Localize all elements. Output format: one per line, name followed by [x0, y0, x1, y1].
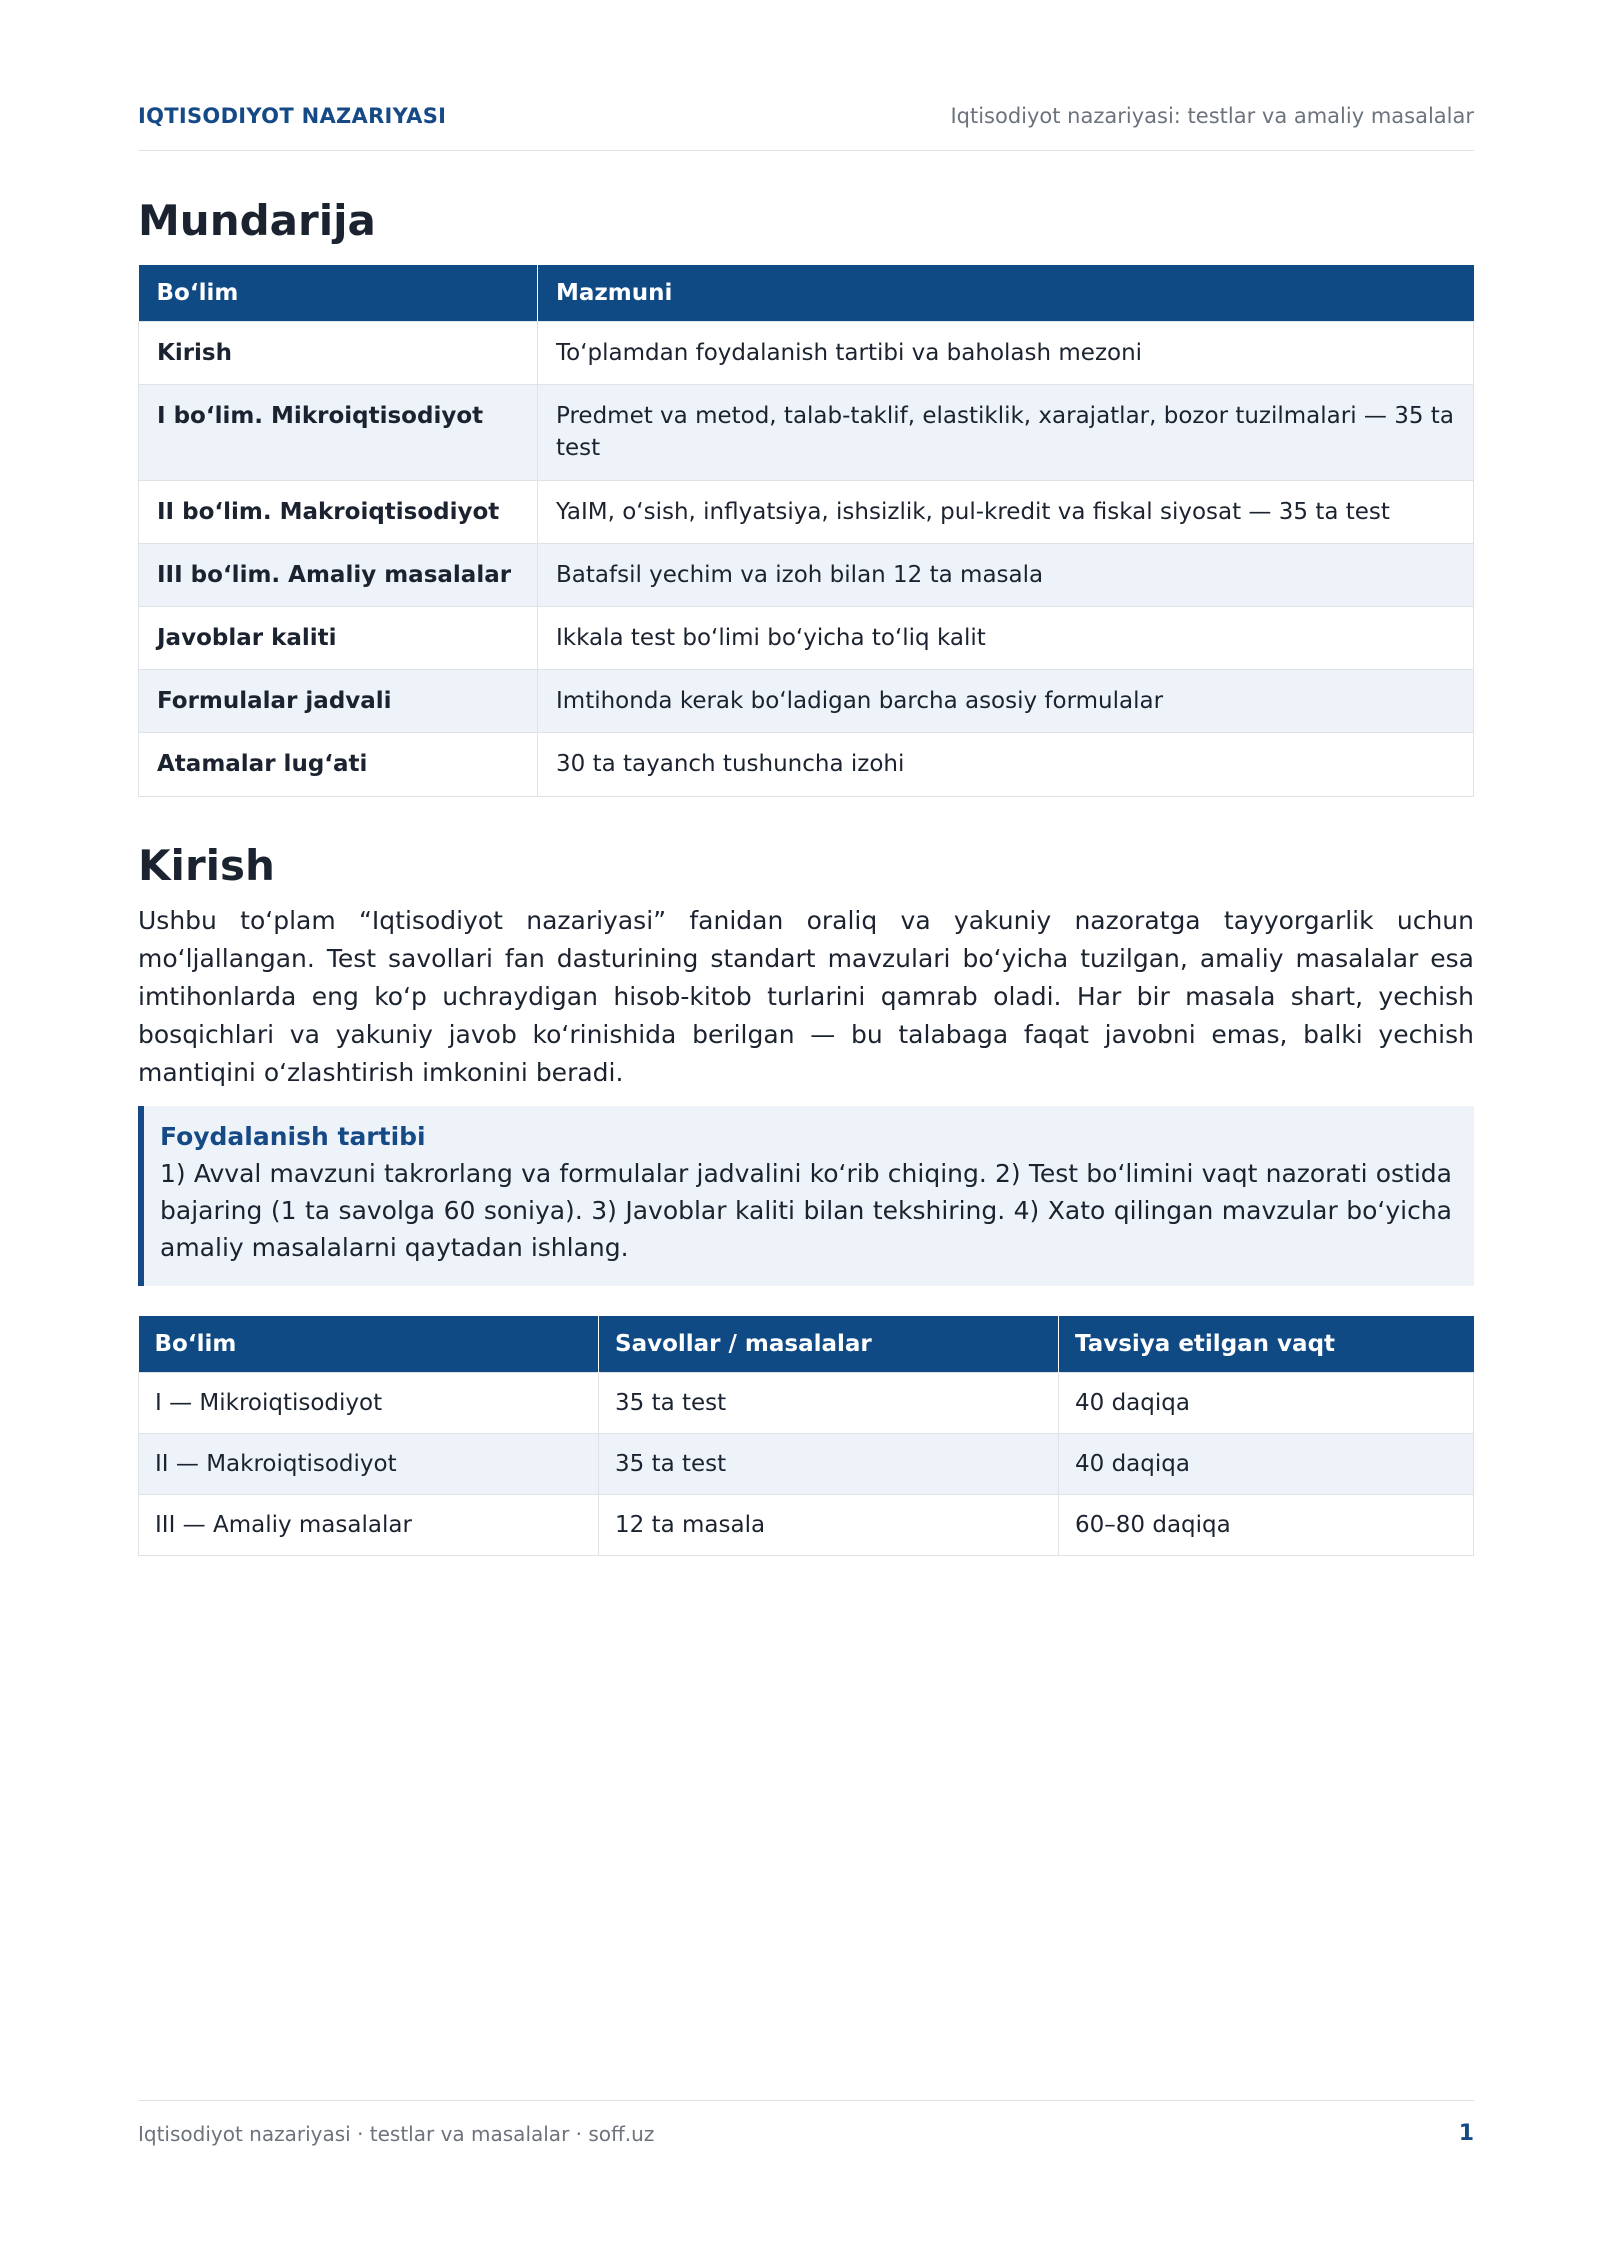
toc-header-row	[139, 265, 1474, 322]
plan-header-row	[139, 1316, 1474, 1373]
plan-count-cell: 35 ta test	[599, 1372, 1059, 1433]
plan-section-cell: III — Amaliy masalalar	[139, 1494, 599, 1555]
toc-content-cell: Imtihonda kerak bo‘ladigan barcha asosiy formulalar	[538, 670, 1474, 733]
toc-section-cell: Atamalar lug‘ati	[139, 733, 538, 796]
table-row	[139, 670, 1474, 733]
page-header	[138, 104, 1474, 151]
page-content	[138, 196, 1474, 1556]
toc-section-cell: I bo‘lim. Mikroiqtisodiyot	[139, 385, 538, 480]
page-footer	[138, 2100, 1474, 2146]
toc-heading: Mundarija	[138, 196, 376, 245]
toc-content-cell: Batafsil yechim va izoh bilan 12 ta masala	[538, 543, 1474, 606]
callout-text: 1) Avval mavzuni takrorlang va formulalar jadvalini ko‘rib chiqing. 2) Test bo‘limini vaqt nazorati ostida bajaring (1 ta savolga 60 soniya). 3) Javoblar kaliti bilan tekshiring. 4) Xato qilingan mavzular bo‘yicha amaliy masalalarni qaytadan ishlang.	[160, 1158, 1452, 1262]
toc-content-cell: Predmet va metod, talab-taklif, elastiklik, xarajatlar, bozor tuzilmalari — 35 ta test	[538, 385, 1474, 480]
table-row	[139, 385, 1474, 480]
toc-section-cell: Formulalar jadvali	[139, 670, 538, 733]
table-row	[139, 1494, 1474, 1555]
table-row	[139, 322, 1474, 385]
plan-col-time: Tavsiya etilgan vaqt	[1059, 1316, 1474, 1373]
toc-col-section: Bo‘lim	[139, 265, 538, 322]
toc-section-cell: II bo‘lim. Makroiqtisodiyot	[139, 480, 538, 543]
plan-col-count: Savollar / masalalar	[599, 1316, 1059, 1373]
page-number: 1	[1458, 2121, 1474, 2146]
plan-count-cell: 12 ta masala	[599, 1494, 1059, 1555]
toc-content-cell: To‘plamdan foydalanish tartibi va baholash mezoni	[538, 322, 1474, 385]
plan-time-cell: 40 daqiqa	[1059, 1433, 1474, 1494]
brand-title: IQTISODIYOT NAZARIYASI	[138, 104, 447, 128]
toc-section-cell: Javoblar kaliti	[139, 606, 538, 669]
table-row	[139, 606, 1474, 669]
plan-section-cell: II — Makroiqtisodiyot	[139, 1433, 599, 1494]
toc-table	[138, 265, 1474, 797]
table-row	[139, 543, 1474, 606]
toc-content-cell: 30 ta tayanch tushuncha izohi	[538, 733, 1474, 796]
plan-col-section: Bo‘lim	[139, 1316, 599, 1373]
table-row	[139, 733, 1474, 796]
toc-col-content: Mazmuni	[538, 265, 1474, 322]
time-plan-table	[138, 1316, 1474, 1557]
plan-section-cell: I — Mikroiqtisodiyot	[139, 1372, 599, 1433]
toc-content-cell: YaIM, o‘sish, inflyatsiya, ishsizlik, pul-kredit va fiskal siyosat — 35 ta test	[538, 480, 1474, 543]
plan-time-cell: 40 daqiqa	[1059, 1372, 1474, 1433]
intro-heading: Kirish	[138, 840, 275, 890]
table-row	[139, 480, 1474, 543]
running-title: Iqtisodiyot nazariyasi: testlar va amaliy masalalar	[950, 104, 1474, 128]
intro-paragraph: Ushbu to‘plam “Iqtisodiyot nazariyasi” fanidan oraliq va yakuniy nazoratga tayyorgarlik uchun mo‘ljallangan. Test savollari fan dasturining standart mavzulari bo‘yicha tuzilgan, amaliy masalalar esa imtihonlarda eng ko‘p uchraydigan hisob-kitob turlarini qamrab oladi. Har bir masala shart, yechish bosqichlari va yakuniy javob ko‘rinishida berilgan — bu talabaga faqat javobni emas, balki yechish mantiqini o‘zlashtirish imkonini beradi.	[138, 905, 1474, 1087]
toc-section-cell: III bo‘lim. Amaliy masalalar	[139, 543, 538, 606]
toc-section-cell: Kirish	[139, 322, 538, 385]
plan-count-cell: 35 ta test	[599, 1433, 1059, 1494]
usage-callout	[138, 1106, 1474, 1286]
callout-title: Foydalanish tartibi	[160, 1121, 426, 1151]
plan-time-cell: 60–80 daqiqa	[1059, 1494, 1474, 1555]
footer-text: Iqtisodiyot nazariyasi · testlar va masalalar · soff.uz	[138, 2121, 655, 2146]
toc-content-cell: Ikkala test bo‘limi bo‘yicha to‘liq kalit	[538, 606, 1474, 669]
table-row	[139, 1372, 1474, 1433]
table-row	[139, 1433, 1474, 1494]
